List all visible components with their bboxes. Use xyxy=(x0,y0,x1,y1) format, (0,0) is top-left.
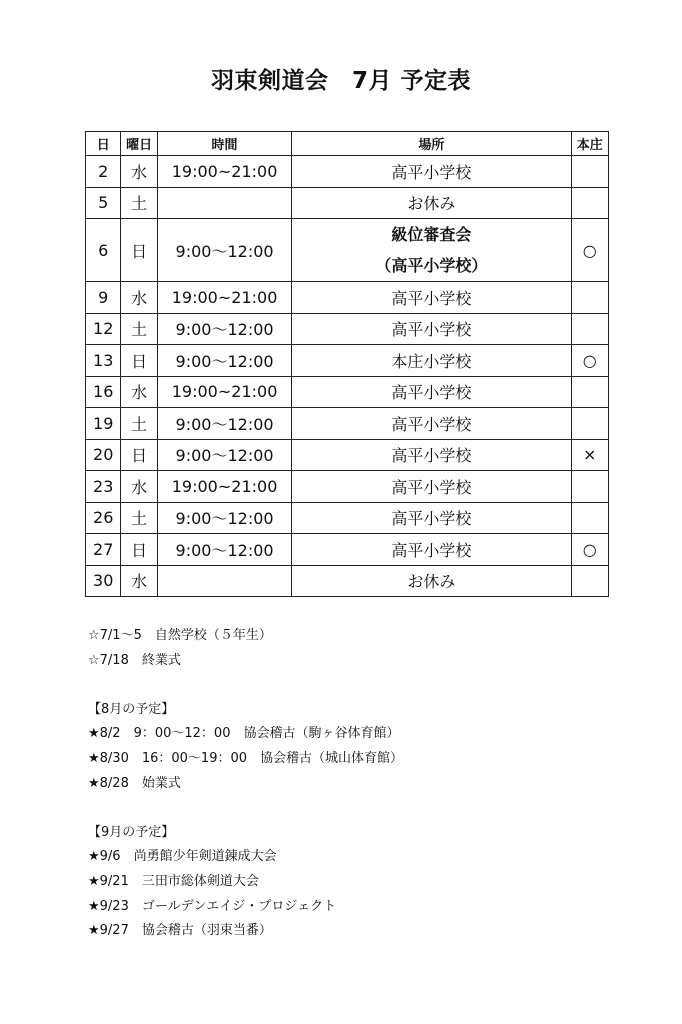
place-text: 高平小学校 xyxy=(391,288,472,308)
cell-day: 16 xyxy=(86,376,121,408)
header-honjo: 本庄 xyxy=(571,132,608,156)
header-day: 日 xyxy=(86,132,121,156)
cell-honjo xyxy=(571,156,608,188)
cell-weekday: 日 xyxy=(121,439,157,471)
page-title: 羽束剣道会 7月 予定表 xyxy=(210,68,471,94)
cell-time: 9:00～12:00 xyxy=(157,439,292,471)
cell-weekday: 水 xyxy=(121,156,157,188)
place-text: 高平小学校 xyxy=(391,477,472,497)
cell-weekday: 土 xyxy=(121,408,157,440)
cell-day: 9 xyxy=(86,282,121,314)
cell-day: 19 xyxy=(86,408,121,440)
cell-day: 23 xyxy=(86,471,121,503)
note-july-2: ☆7/18 終業式 xyxy=(88,652,181,668)
cell-weekday: 水 xyxy=(121,376,157,408)
cell-weekday: 水 xyxy=(121,282,157,314)
september-heading: 【9月の予定】 xyxy=(88,824,175,840)
cell-day: 13 xyxy=(86,345,121,377)
table-row xyxy=(86,219,609,282)
place-text: 高平小学校 xyxy=(391,509,472,529)
note-september-3: ★9/23 ゴールデンエイジ・プロジェクト xyxy=(88,898,337,914)
cell-honjo: ○ xyxy=(571,534,608,566)
cell-day: 2 xyxy=(86,156,121,188)
place-text: （高平小学校） xyxy=(375,256,488,275)
cell-place xyxy=(292,565,571,597)
cell-time xyxy=(157,565,292,597)
cell-weekday: 日 xyxy=(121,345,157,377)
cell-time: 19:00~21:00 xyxy=(157,471,292,503)
cell-weekday: 水 xyxy=(121,471,157,503)
cell-time: 9:00～12:00 xyxy=(157,219,292,282)
place-text: 高平小学校 xyxy=(391,320,472,340)
cell-weekday: 日 xyxy=(121,534,157,566)
cell-weekday: 土 xyxy=(121,187,157,219)
place-text: 級位審査会 xyxy=(391,225,472,244)
place-text: お休み xyxy=(407,572,456,592)
schedule-body xyxy=(86,156,609,597)
cell-time: 9:00～12:00 xyxy=(157,408,292,440)
cell-time: 9:00～12:00 xyxy=(157,345,292,377)
notes-section xyxy=(88,624,648,944)
cell-honjo xyxy=(571,502,608,534)
table-row xyxy=(86,187,609,219)
cell-honjo: ○ xyxy=(571,345,608,377)
table-row xyxy=(86,534,609,566)
table-row xyxy=(86,313,609,345)
header-time: 時間 xyxy=(157,132,292,156)
cell-honjo xyxy=(571,565,608,597)
cell-place xyxy=(292,439,571,471)
cell-place xyxy=(292,471,571,503)
schedule-table xyxy=(85,131,609,597)
cell-place xyxy=(292,156,571,188)
place-text: 高平小学校 xyxy=(391,540,472,560)
cell-honjo xyxy=(571,282,608,314)
cell-day: 27 xyxy=(86,534,121,566)
cell-honjo xyxy=(571,471,608,503)
cell-honjo: ○ xyxy=(571,219,608,282)
cell-honjo xyxy=(571,313,608,345)
table-row xyxy=(86,345,609,377)
table-row xyxy=(86,408,609,440)
cell-place xyxy=(292,313,571,345)
place-text: 本庄小学校 xyxy=(391,351,472,371)
table-row xyxy=(86,282,609,314)
note-september-2: ★9/21 三田市総体剣道大会 xyxy=(88,873,259,889)
cell-day: 5 xyxy=(86,187,121,219)
note-august-3: ★8/28 始業式 xyxy=(88,775,181,791)
cell-place xyxy=(292,376,571,408)
cell-day: 6 xyxy=(86,219,121,282)
cell-weekday: 日 xyxy=(121,219,157,282)
place-text: 高平小学校 xyxy=(391,162,472,182)
cell-honjo xyxy=(571,376,608,408)
header-weekday: 曜日 xyxy=(121,132,157,156)
cell-place xyxy=(292,187,571,219)
cell-time: 9:00～12:00 xyxy=(157,534,292,566)
cell-weekday: 水 xyxy=(121,565,157,597)
cell-place xyxy=(292,219,571,282)
header-place: 場所 xyxy=(292,132,571,156)
cell-honjo xyxy=(571,408,608,440)
cell-time: 19:00~21:00 xyxy=(157,376,292,408)
cell-time: 9:00～12:00 xyxy=(157,313,292,345)
table-row xyxy=(86,471,609,503)
place-text: お休み xyxy=(407,194,456,214)
cell-day: 26 xyxy=(86,502,121,534)
cell-day: 20 xyxy=(86,439,121,471)
cell-time: 9:00～12:00 xyxy=(157,502,292,534)
cell-day: 12 xyxy=(86,313,121,345)
cell-place xyxy=(292,345,571,377)
note-september-1: ★9/6 尚勇館少年剣道錬成大会 xyxy=(88,849,277,865)
place-text: 高平小学校 xyxy=(391,446,472,466)
table-row xyxy=(86,439,609,471)
note-august-1: ★8/2 9：00～12：00 協会稽古（駒ヶ谷体育館） xyxy=(88,726,400,742)
cell-honjo xyxy=(571,187,608,219)
note-september-4: ★9/27 協会稽古（羽束当番） xyxy=(88,923,272,939)
cell-place xyxy=(292,408,571,440)
note-august-2: ★8/30 16：00～19：00 協会稽古（城山体育館） xyxy=(88,750,404,766)
cell-honjo: × xyxy=(571,439,608,471)
cell-time xyxy=(157,187,292,219)
cell-time: 19:00~21:00 xyxy=(157,282,292,314)
cell-day: 30 xyxy=(86,565,121,597)
place-text: 高平小学校 xyxy=(391,414,472,434)
table-row xyxy=(86,156,609,188)
cell-weekday: 土 xyxy=(121,502,157,534)
place-text: 高平小学校 xyxy=(391,383,472,403)
august-heading: 【8月の予定】 xyxy=(88,701,175,717)
note-july-1: ☆7/1～5 自然学校（５年生） xyxy=(88,628,272,643)
cell-time: 19:00~21:00 xyxy=(157,156,292,188)
table-row xyxy=(86,565,609,597)
table-row xyxy=(86,376,609,408)
cell-place xyxy=(292,534,571,566)
cell-place xyxy=(292,502,571,534)
cell-place xyxy=(292,282,571,314)
table-row xyxy=(86,502,609,534)
table-header-row xyxy=(86,132,609,156)
cell-weekday: 土 xyxy=(121,313,157,345)
